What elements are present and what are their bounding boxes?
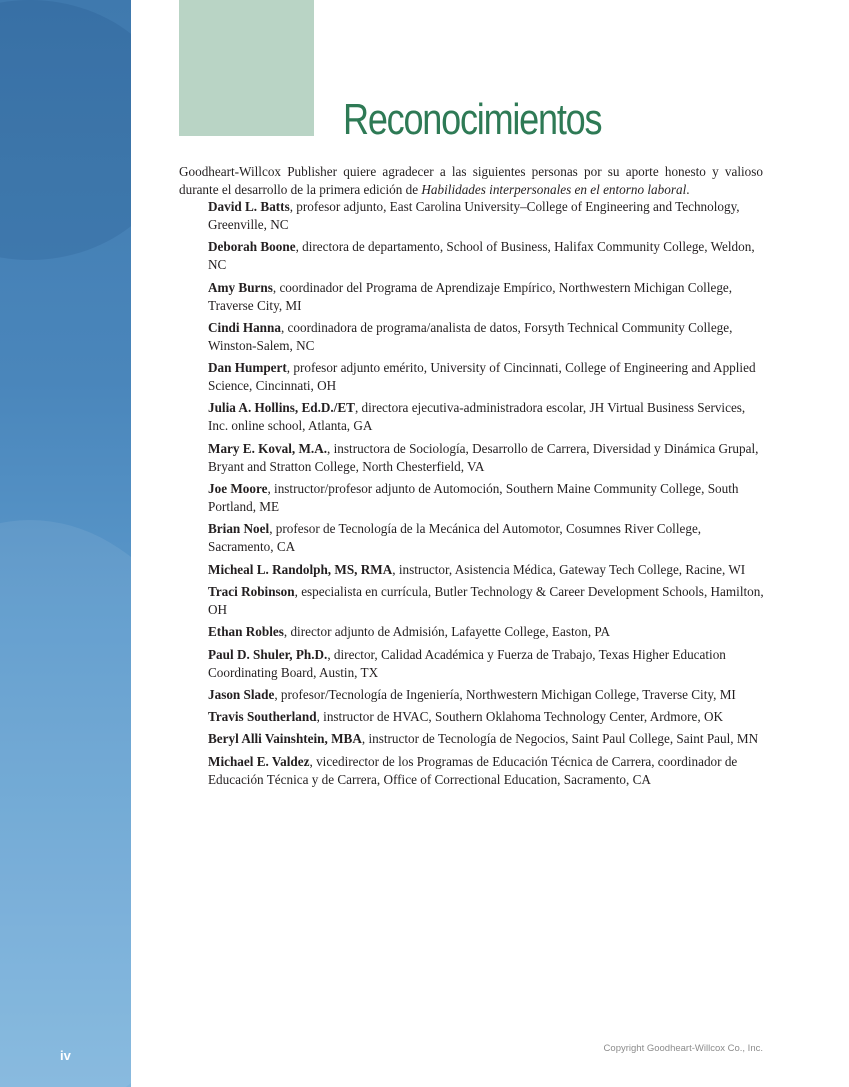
acknowledgment-entry [208,399,764,435]
page-title: Reconocimientos [343,95,602,144]
contributor-detail: , profesor de Tecnología de la Mecánica del Automotor, Cosumnes River College, Sacramento, CA [208,521,702,555]
contributor-detail: , coordinador del Programa de Aprendizaje Empírico, Northwestern Michigan College, Traverse City, MI [208,279,733,313]
acknowledgment-entry [208,480,764,516]
acknowledgment-entry [208,198,764,234]
intro-end: . [686,182,690,197]
acknowledgment-entry [208,359,764,395]
acknowledgment-entry [208,520,764,556]
acknowledgments-list [208,198,764,793]
contributor-detail: , director adjunto de Admisión, Lafayette College, Easton, PA [283,624,611,640]
copyright-notice: Copyright Goodheart-Willcox Co., Inc. [603,1043,763,1054]
contributor-detail: , especialista en currícula, Butler Technology & Career Development Schools, Hamilton, OH [208,583,764,617]
contributor-name: Ethan Robles [208,624,284,640]
page-number: iv [60,1048,71,1063]
sidebar-swoosh-decoration [0,520,131,1087]
contributor-detail: , directora de departamento, School of Business, Halifax Community College, Weldon, NC [208,239,755,273]
contributor-detail: , profesor adjunto, East Carolina University–College of Engineering and Technology, Greenville, NC [208,199,740,232]
contributor-detail: , instructor de HVAC, Southern Oklahoma Technology Center, Ardmore, OK [316,709,724,725]
sidebar-shade-decoration [0,0,131,260]
left-sidebar-band [0,0,131,1087]
contributor-name: Cindi Hanna [208,319,281,335]
intro-paragraph [179,163,763,199]
contributor-name: Traci Robinson [208,583,295,599]
contributor-name: Jason Slade [208,686,275,702]
acknowledgment-entry [208,623,764,641]
title-accent-block [179,0,314,136]
contributor-name: Deborah Boone [208,239,296,255]
acknowledgment-entry [208,708,764,726]
acknowledgment-entry [208,440,764,476]
contributor-detail: , profesor/Tecnología de Ingeniería, Northwestern Michigan College, Traverse City, MI [274,686,736,702]
acknowledgment-entry [208,753,764,789]
acknowledgment-entry [208,730,764,748]
contributor-detail: , profesor adjunto emérito, University of Cincinnati, College of Engineering and Applied Science, Cincinnati, OH [208,360,756,394]
acknowledgment-entry [208,583,764,619]
contributor-name: Dan Humpert [208,360,287,376]
acknowledgment-entry [208,279,764,315]
contributor-detail: , instructor de Tecnología de Negocios, Saint Paul College, Saint Paul, MN [361,731,759,747]
contributor-name: Michael E. Valdez [208,753,310,769]
acknowledgment-entry [208,646,764,682]
contributor-name: Paul D. Shuler, Ph.D. [208,646,328,662]
contributor-detail: , instructor/profesor adjunto de Automoción, Southern Maine Community College, South Portland, ME [208,481,739,515]
contributor-name: Brian Noel [208,521,270,537]
contributor-detail: , coordinadora de programa/analista de datos, Forsyth Technical Community College, Winston-Salem, NC [208,319,733,353]
contributor-name: Joe Moore [208,481,268,497]
book-title: Habilidades interpersonales en el entorno laboral [421,182,687,197]
intro-text: Goodheart-Willcox Publisher quiere agradecer a las siguientes personas por su aporte honesto y valioso durante el desarrollo de la primera edición de [179,164,763,197]
contributor-detail: , director, Calidad Académica y Fuerza de Trabajo, Texas Higher Education Coordinating Board, Austin, TX [208,646,726,680]
acknowledgment-entry [208,686,764,704]
contributor-name: David L. Batts [208,199,290,214]
contributor-detail: , vicedirector de los Programas de Educación Técnica de Carrera, coordinador de Educación Técnica y de Carrera, Office of Correctional Education, Sacramento, CA [208,753,738,787]
contributor-name: Amy Burns [208,279,273,295]
acknowledgment-entry [208,238,764,274]
contributor-detail: , instructor, Asistencia Médica, Gateway Tech College, Racine, WI [392,561,746,577]
contributor-name: Beryl Alli Vainshtein, MBA [208,731,362,747]
contributor-name: Julia A. Hollins, Ed.D./ET [208,400,355,416]
contributor-name: Mary E. Koval, M.A. [208,440,328,456]
contributor-name: Micheal L. Randolph, MS, RMA [208,561,393,577]
acknowledgment-entry [208,319,764,355]
contributor-detail: , instructora de Sociología, Desarrollo de Carrera, Diversidad y Dinámica Grupal, Bryant and Stratton College, North Chesterfield, VA [208,440,759,474]
contributor-detail: , directora ejecutiva-administradora escolar, JH Virtual Business Services, Inc. online school, Atlanta, GA [208,400,746,434]
acknowledgment-entry [208,561,764,579]
contributor-name: Travis Southerland [208,709,317,725]
